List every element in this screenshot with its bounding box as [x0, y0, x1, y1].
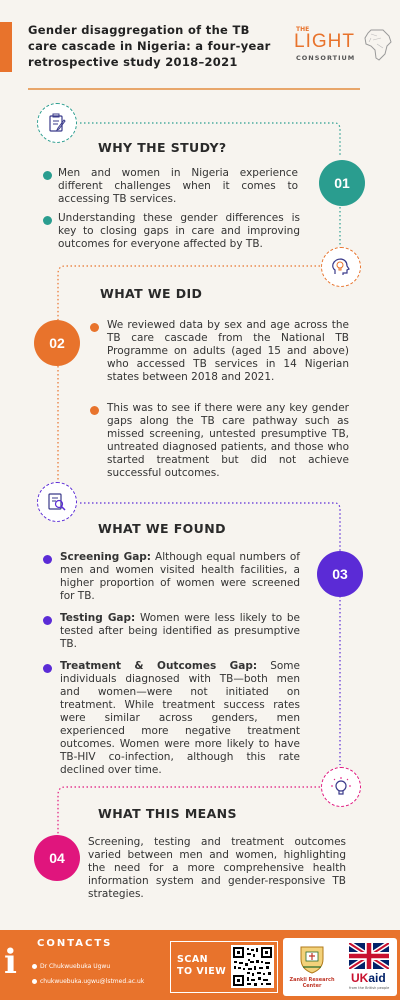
zankli-logo — [287, 941, 337, 993]
section-02-bullet-1: We reviewed data by sex and age across the TB care cascade from the National TB Programme on adults (aged 15 and above) who accessed TB services in 14 Nigerian states between 2018 and 2021. — [107, 319, 349, 383]
section-04-title: WHAT THIS MEANS — [98, 806, 237, 821]
section-04-number: 04 — [34, 835, 80, 881]
partner-logos — [283, 938, 397, 996]
bullet-dot — [90, 406, 99, 415]
section-01-title: WHY THE STUDY? — [98, 140, 227, 155]
section-01-number: 01 — [319, 160, 365, 206]
section-02-bullet-2: This was to see if there were any key gender gaps along the TB care pathway such as missed screening, untested presumptive TB, untreated diagnosed patients, and those who started treatment but did not achieve successful outcomes. — [107, 402, 349, 479]
scan-label: SCAN TO VIEW — [177, 954, 227, 977]
section-02-number: 02 — [34, 320, 80, 366]
contact-name: Dr Chukwuebuka Ugwu — [40, 963, 111, 970]
testing-gap-text: Women were less likely to be tested after being identified as presumptive TB. — [60, 612, 300, 650]
bullet-dot — [90, 323, 99, 332]
logo-consortium-text: CONSORTIUM — [296, 54, 356, 62]
section-04-body: Screening, testing and treatment outcomes varied between men and women, highlighting the need for a more comprehensive health information system and gender-responsive TB strategies. — [88, 836, 346, 900]
bullet-dot — [43, 216, 52, 225]
zankli-label: Zankli Research Center — [289, 977, 335, 989]
clipboard-pen-icon — [37, 103, 77, 143]
testing-gap-lead: Testing Gap: — [60, 612, 136, 624]
treatment-gap-text: Some individuals diagnosed with TB—both men and women—were not initiated on treatment. While treatment success rates were similar across genders, men experienced more negative treatment outcomes. Women were more likely to have TB-HIV co-infection, although this rate declined over time. — [60, 660, 300, 776]
info-icon: i — [4, 942, 17, 982]
contact-email-line — [32, 978, 144, 985]
qr-code[interactable] — [231, 945, 274, 988]
screening-gap-text: Although equal numbers of men and women visited health facilities, a higher proportion of women were screened for TB. — [60, 551, 300, 602]
logo-the-text: THE — [296, 26, 310, 33]
treatment-gap-lead: Treatment & Outcomes Gap: — [60, 660, 258, 672]
contact-name-line — [32, 963, 110, 970]
ukaid-sub-label: from the British people — [349, 986, 390, 990]
logo-light-text: LIGHT — [294, 31, 355, 52]
email-icon — [32, 979, 37, 984]
section-03-bullet-2 — [60, 612, 300, 651]
section-03-bullet-3 — [60, 660, 300, 777]
document-search-icon — [37, 482, 77, 522]
screening-gap-lead: Screening Gap: — [60, 551, 152, 563]
bullet-dot — [43, 555, 52, 564]
lightbulb-icon — [321, 767, 361, 807]
scan-to-view-box — [170, 941, 278, 993]
section-03-bullet-1 — [60, 551, 300, 603]
section-01-bullet-1: Men and women in Nigeria experience different challenges when it comes to accessing TB services. — [58, 167, 298, 205]
zankli-crest-icon — [297, 943, 327, 975]
bullet-dot — [43, 616, 52, 625]
section-03-number: 03 — [317, 551, 363, 597]
union-jack-icon — [349, 943, 389, 969]
contact-email[interactable]: chukwuebuka.ugwu@lstmed.ac.uk — [40, 978, 145, 985]
person-icon — [32, 964, 37, 969]
ukaid-logo — [345, 941, 393, 993]
contacts-title: CONTACTS — [37, 938, 113, 949]
page-title: Gender disaggregation of the TB care cascade in Nigeria: a four-year retrospective study 2018–2021 — [28, 23, 271, 69]
section-01-bullet-2: Understanding these gender differences is key to closing gaps in care and improving outcomes for everyone affected by TB. — [58, 212, 300, 250]
bullet-dot — [43, 171, 52, 180]
section-03-title: WHAT WE FOUND — [98, 521, 226, 536]
section-02-title: WHAT WE DID — [100, 286, 203, 301]
ukaid-label: UKaid — [351, 971, 386, 985]
bullet-dot — [43, 664, 52, 673]
head-lightbulb-icon — [321, 247, 361, 287]
